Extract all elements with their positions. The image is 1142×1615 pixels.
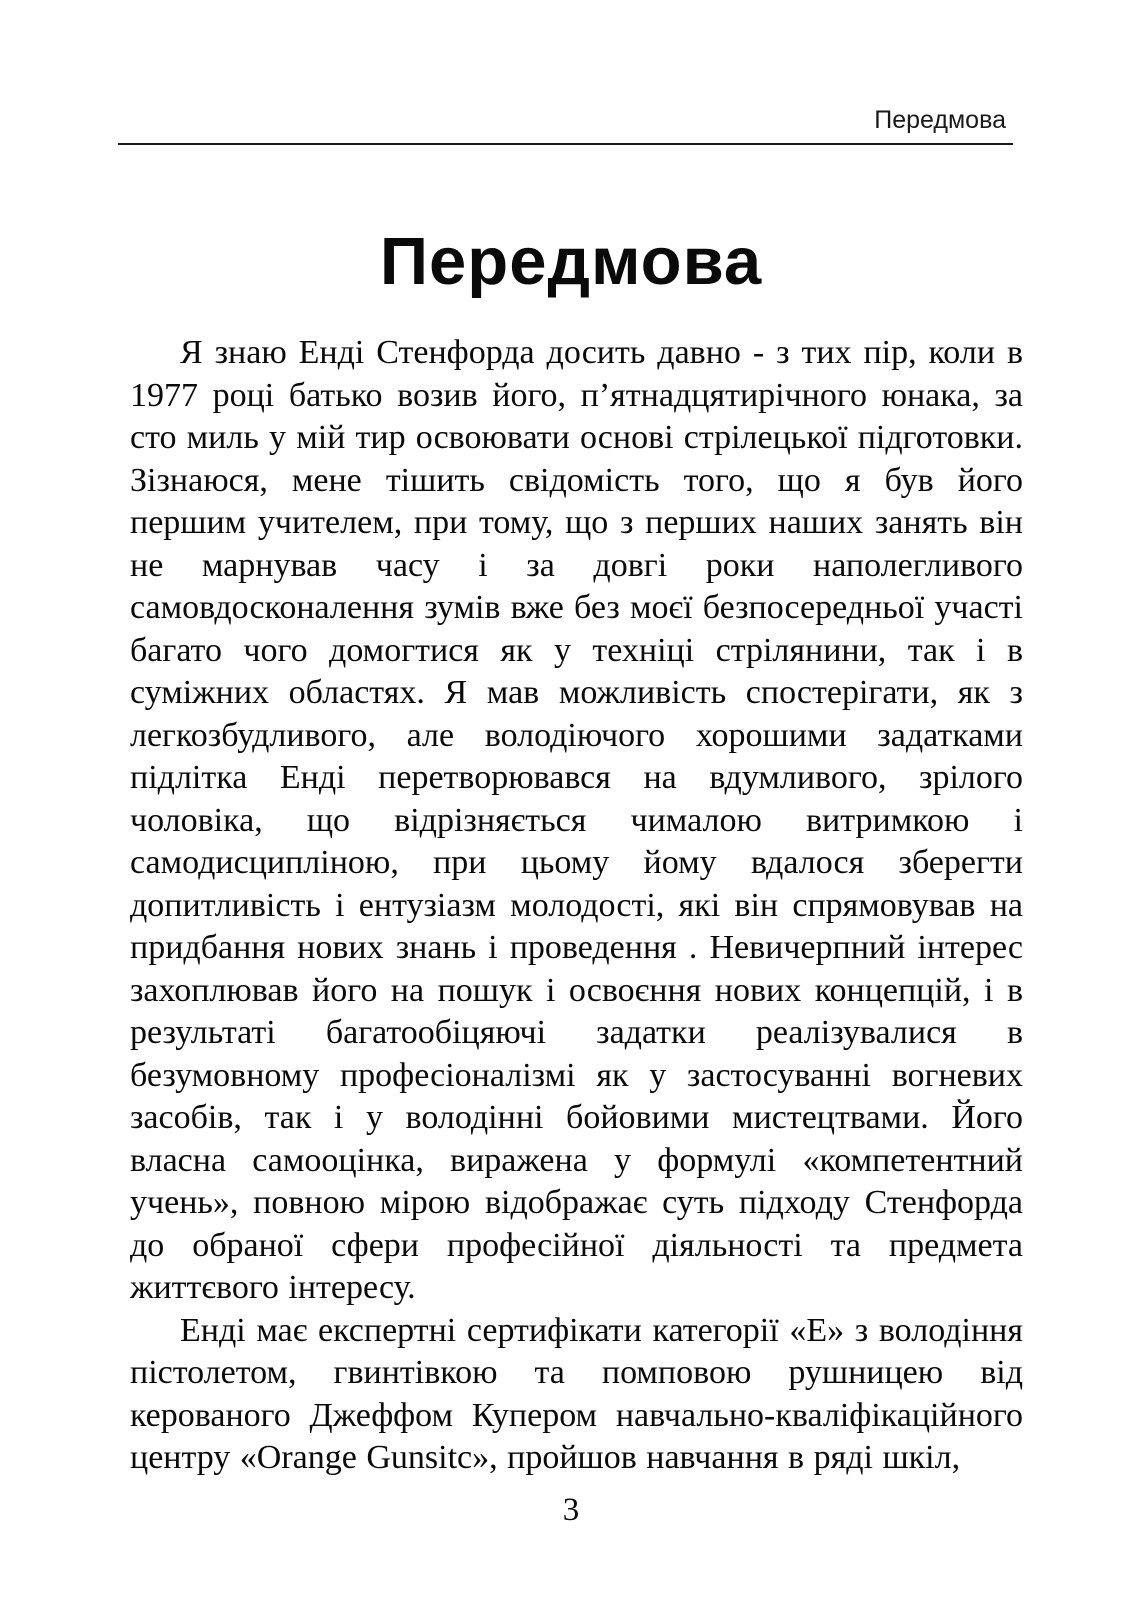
paragraph-1: Я знаю Енді Стенфорда досить давно - з тих пір, коли в 1977 році батько возив його, п’ятнадцятирічного юнака, за сто миль у мій тир освоювати основі стрілецької підготовки. Зізнаюся, мене тішить свідомість того, що я був його першим учителем, при тому, що з перших наших занять він не марнував часу і за довгі роки наполегливого самовдосконалення зумів вже без моєї безпосередньої участі багато чого домогтися як у техніці стрілянини, так і в суміжних областях. Я мав можливість спостерігати, як з легкозбудливого, але володіючого хорошими задатками підлітка Енді перетворювався на вдумливого, зрілого чоловіка, що відрізняється чималою витримкою і самодисципліною, при цьому йому вдалося зберегти допитливість і ентузіазм молодості, які він спрямовував на придбання нових знань і проведення . Невичерпний інтерес захоплював його на пошук і освоєння нових концепцій, і в результаті багатообіцяючі задатки реалізувалися в безумовному професіоналізмі як у застосуванні вогневих засобів, так і у володінні бойовими мистецтвами. Його власна самооцінка, виражена у формулі «компетентний учень», повною мірою відображає суть підходу Стенфорда до обраної сфери професійної діяльності та предмета життєвого інтересу. <box>130 334 1023 1306</box>
paragraph-2: Енді має експертні сертифікати категорії «Е» з володіння пістолетом, гвинтівкою та помповою рушницею від керованого Джеффом Купером навчально-кваліфікаційного центру «Orange Gunsitc», пройшов навчання в ряді шкіл, <box>130 1311 1023 1476</box>
running-header: Передмова <box>874 106 1006 134</box>
page-number: 3 <box>562 1492 580 1528</box>
header-rule <box>118 143 1013 145</box>
body-text <box>130 332 1023 1480</box>
page-title: Передмова <box>379 223 763 299</box>
